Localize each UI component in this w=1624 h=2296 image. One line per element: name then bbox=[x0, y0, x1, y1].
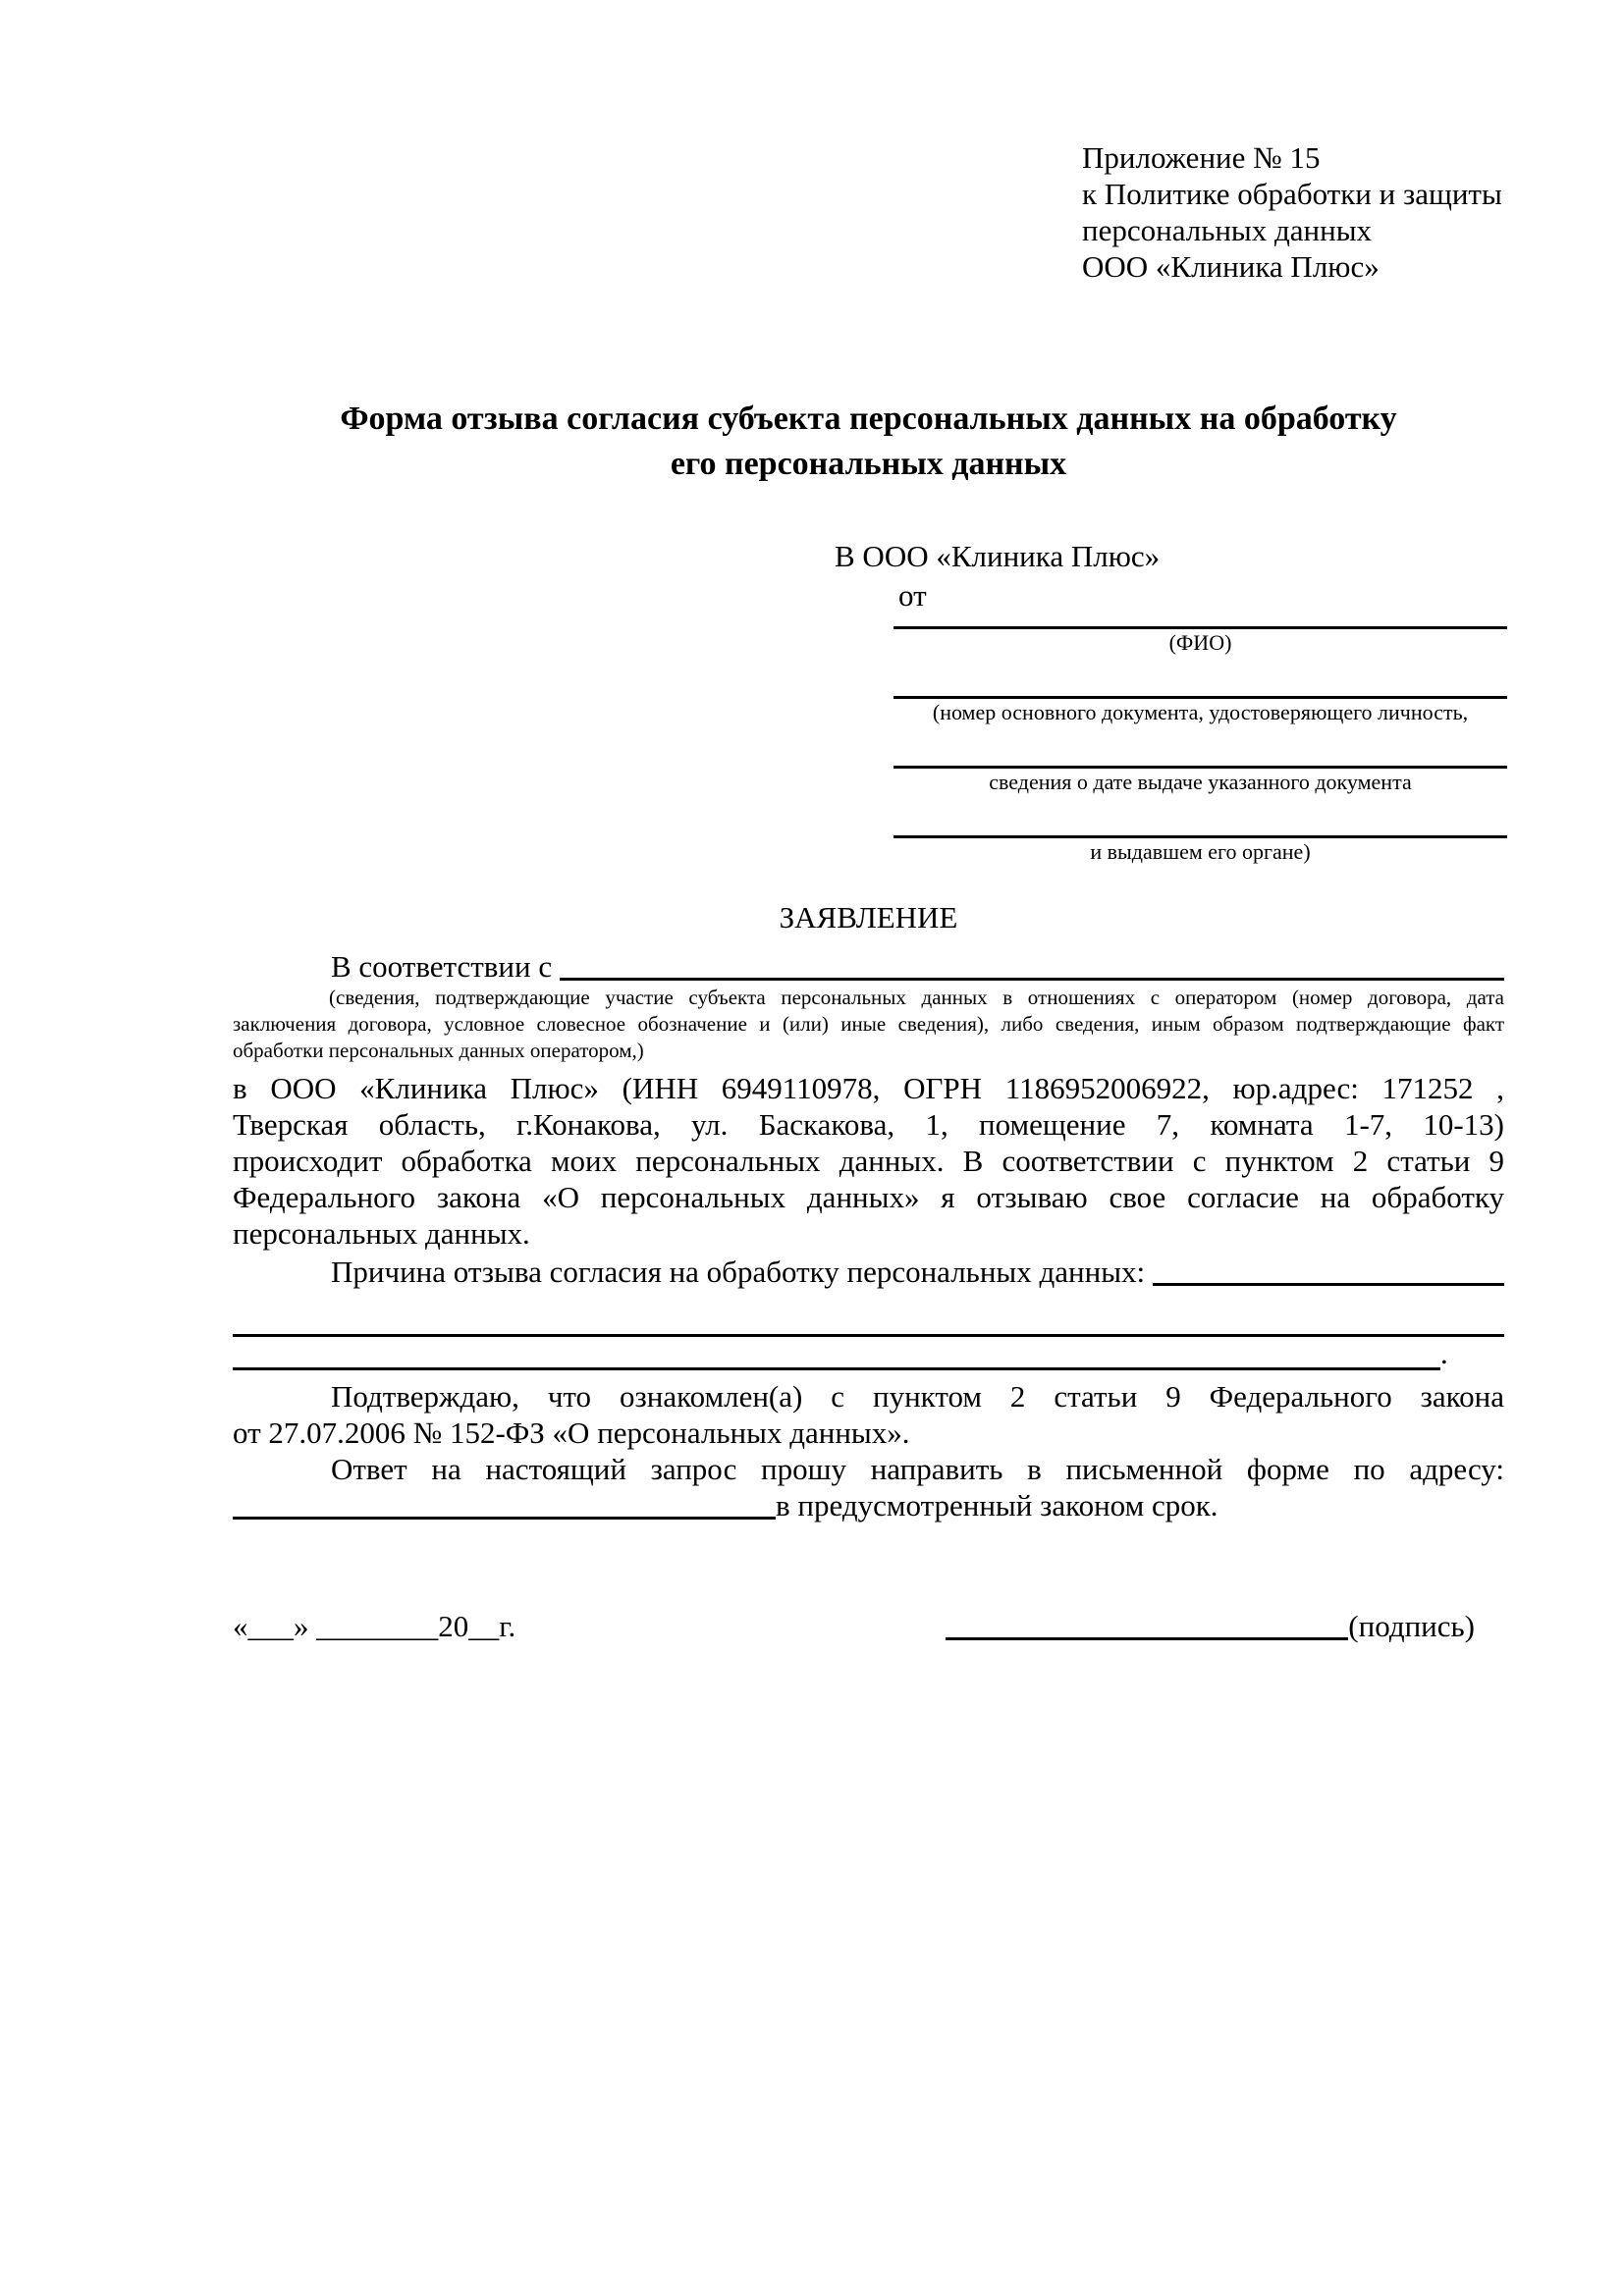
appendix-line-3: персональных данных bbox=[1082, 213, 1373, 247]
main-paragraph-line-5: персональных данных. bbox=[233, 1216, 530, 1251]
confirmation-line-1: Подтверждаю, что ознакомлен(а) с пунктом 2 статьи 9 Федерального закона bbox=[331, 1379, 1504, 1414]
fio-blank-line[interactable] bbox=[893, 589, 1507, 629]
issue-date-field bbox=[893, 728, 1507, 798]
response-line-1: Ответ на настоящий запрос прошу направить в письменной форме по адресу: bbox=[331, 1452, 1504, 1486]
issuing-authority-blank-line[interactable] bbox=[893, 798, 1507, 838]
form-title-line-1: Форма отзыва согласия субъекта персональных данных на обработку bbox=[340, 400, 1397, 437]
response-paragraph bbox=[233, 1451, 1504, 1523]
main-paragraph bbox=[233, 1070, 1504, 1252]
reason-terminator: . bbox=[1440, 1336, 1448, 1370]
date-signature-row bbox=[233, 1608, 1504, 1644]
addressee-organization: В ООО «Клиника Плюс» bbox=[835, 539, 1161, 573]
main-paragraph-line-2: Тверская область, г.Конакова, ул. Баскакова, 1, помещение 7, комната 1-7, 10-13) bbox=[233, 1107, 1504, 1142]
main-paragraph-line-1: в ООО «Клиника Плюс» (ИНН 6949110978, ОГРН 1186952006922, юр.адрес: 171252 , bbox=[233, 1071, 1504, 1105]
basis-row bbox=[233, 948, 1504, 985]
issue-date-caption: сведения о дате выдаче указанного документа bbox=[989, 770, 1412, 794]
address-blank-line[interactable] bbox=[233, 1487, 776, 1520]
document-number-field bbox=[893, 659, 1507, 728]
footnote-line-1: (сведения, подтверждающие участие субъекта персональных данных в отношениях с оператором (номер договора, дата bbox=[329, 986, 1504, 1009]
response-address-row bbox=[233, 1487, 1504, 1523]
document-number-caption: (номер основного документа, удостоверяющего личность, bbox=[932, 700, 1469, 724]
response-suffix: в предусмотренный законом срок. bbox=[776, 1488, 1218, 1522]
date-blank-line[interactable]: «___» ________20__г. bbox=[233, 1609, 516, 1643]
basis-blank-line[interactable] bbox=[560, 978, 1504, 981]
appendix-line-4: ООО «Клиника Плюс» bbox=[1082, 249, 1380, 284]
reason-row-3 bbox=[233, 1337, 1504, 1370]
issue-date-blank-line[interactable] bbox=[893, 728, 1507, 769]
footnote-line-2: заключения договора, условное словесное обозначение и (или) иные сведения), либо сведения, иным образом подтверждающие факт bbox=[233, 1012, 1504, 1036]
statement-body bbox=[233, 948, 1504, 1644]
main-paragraph-line-4: Федерального закона «О персональных данных» я отзываю свое согласие на обработку bbox=[233, 1180, 1504, 1214]
main-paragraph-line-3: происходит обработка моих персональных данных. В соответствии с пунктом 2 статьи 9 bbox=[233, 1144, 1504, 1178]
signature-blank-line[interactable] bbox=[946, 1610, 1348, 1640]
basis-footnote bbox=[233, 985, 1504, 1064]
footnote-line-3: обработки персональных данных оператором,) bbox=[233, 1039, 644, 1062]
signature-group bbox=[946, 1608, 1504, 1644]
issuing-authority-caption: и выдавшем его органе) bbox=[1090, 839, 1311, 864]
reason-blank-line-2[interactable] bbox=[233, 1290, 1504, 1337]
document-number-blank-line[interactable] bbox=[893, 659, 1507, 699]
reason-row bbox=[233, 1254, 1504, 1290]
addressee-from-label: от bbox=[898, 578, 927, 613]
statement-heading: ЗАЯВЛЕНИЕ bbox=[779, 900, 958, 934]
appendix-line-2: к Политике обработки и защиты bbox=[1082, 177, 1502, 211]
form-title-line-2: его персональных данных bbox=[670, 446, 1067, 482]
intro-prefix: В соответствии с bbox=[331, 949, 553, 984]
appendix-line-1: Приложение № 15 bbox=[1082, 140, 1321, 175]
issuing-authority-field bbox=[893, 798, 1507, 868]
fio-caption: (ФИО) bbox=[1168, 630, 1232, 655]
signature-caption: (подпись) bbox=[1348, 1609, 1475, 1643]
confirmation-line-2: от 27.07.2006 № 152-ФЗ «О персональных данных». bbox=[233, 1415, 910, 1450]
reason-blank-line-3[interactable] bbox=[233, 1337, 1440, 1370]
confirmation-paragraph bbox=[233, 1378, 1504, 1451]
reason-prefix: Причина отзыва согласия на обработку персональных данных: bbox=[331, 1255, 1146, 1289]
reason-blank-line-1[interactable] bbox=[1153, 1283, 1504, 1286]
form-title bbox=[233, 397, 1504, 487]
appendix-block bbox=[1082, 139, 1502, 285]
fio-field bbox=[893, 589, 1507, 659]
applicant-fields bbox=[893, 589, 1507, 868]
